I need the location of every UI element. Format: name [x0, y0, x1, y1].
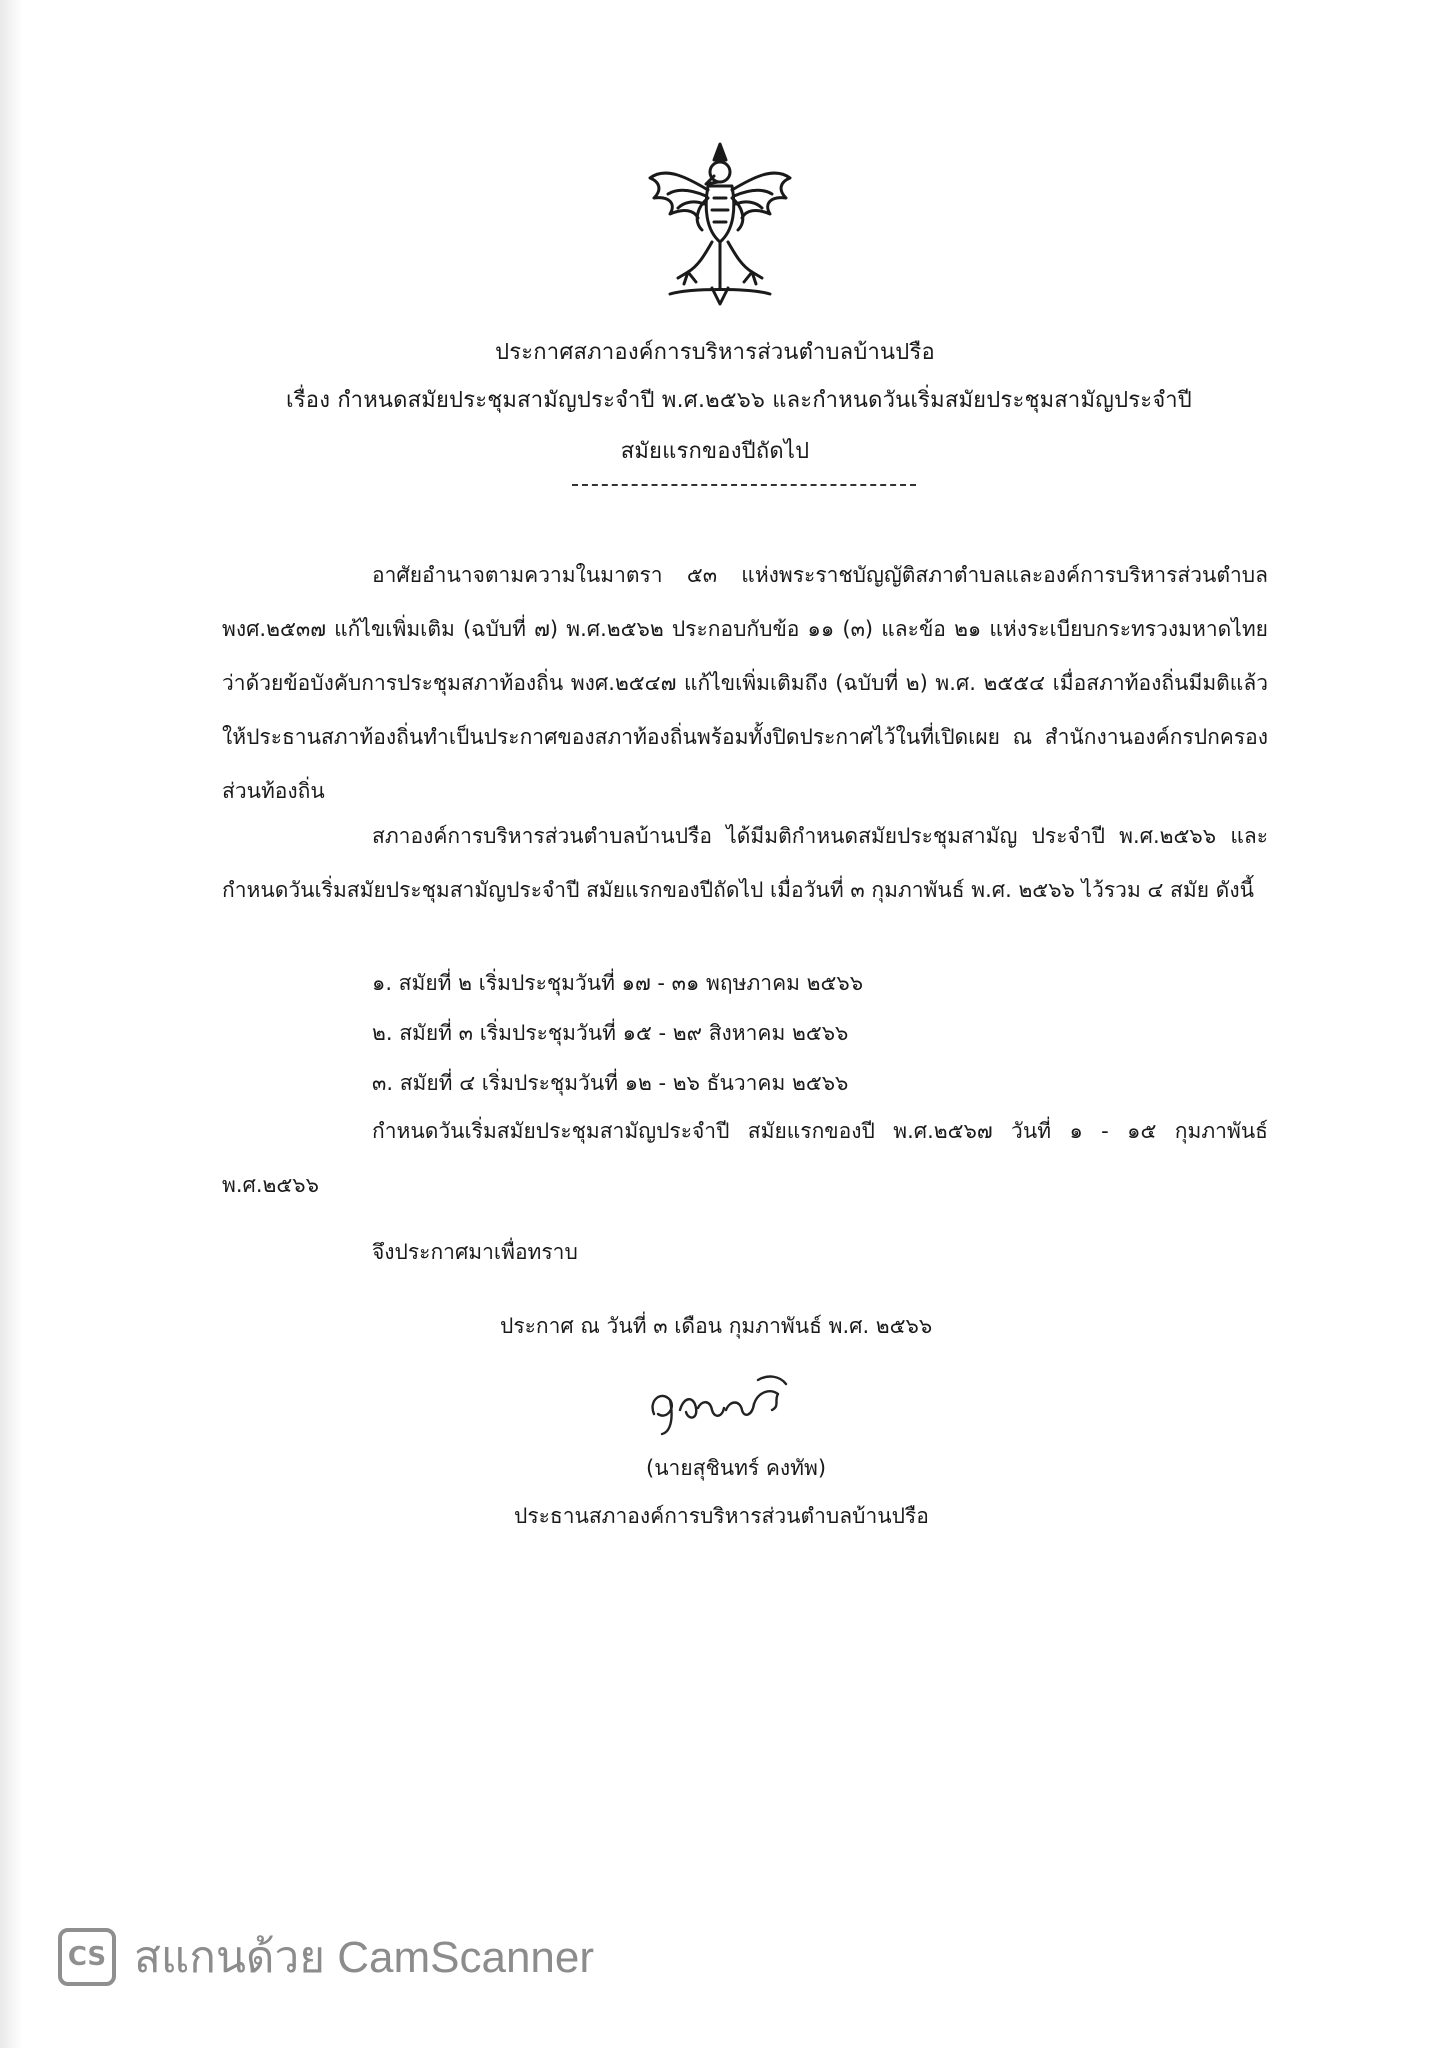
camscanner-logo-icon: CS — [58, 1928, 116, 1986]
closing-line: จึงประกาศมาเพื่อทราบ — [372, 1240, 578, 1264]
session-item-1: ๑. สมัยที่ ๒ เริ่มประชุมวันที่ ๑๗ - ๓๑ พฤษภาคม ๒๕๖๖ — [372, 971, 864, 995]
announcement-title: ประกาศสภาองค์การบริหารส่วนตำบลบ้านปรือ — [495, 340, 935, 365]
camscanner-text: สแกนด้วย CamScanner — [134, 1933, 595, 1982]
announcement-subject-continued: สมัยแรกของปีถัดไป — [620, 439, 810, 464]
handwritten-signature — [640, 1370, 800, 1440]
body-paragraph-1: อาศัยอำนาจตามความในมาตรา ๕๓ แห่งพระราชบัญญัติสภาตำบลและองค์การบริหารส่วนตำบล พงศ.๒๕๓๗ แก้ไขเพิ่มเติม (ฉบับที่ ๗) พ.ศ.๒๕๖๒ ประกอบกับข้อ ๑๑ (๓) และข้อ ๒๑ แห่งระเบียบกระทรวงมหาดไทย ว่าด้วยข้อบังคับการประชุมสภาท้องถิ่น พงศ.๒๕๔๗ แก้ไขเพิ่มเติมถึง (ฉบับที่ ๒) พ.ศ. ๒๕๕๔ เมื่อสภาท้องถิ่นมีมติแล้วให้ประธานสภาท้องถิ่นทำเป็นประกาศของสภาท้องถิ่นพร้อมทั้งปิดประกาศไว้ในที่เปิดเผย ณ สำนักงานองค์กรปกครองส่วนท้องถิ่น — [222, 563, 1268, 803]
scan-shadow-edge — [0, 0, 22, 2048]
session-item-3: ๓. สมัยที่ ๔ เริ่มประชุมวันที่ ๑๒ - ๒๖ ธันวาคม ๒๕๖๖ — [372, 1071, 849, 1095]
dashed-divider — [572, 484, 916, 486]
session-item-2: ๒. สมัยที่ ๓ เริ่มประชุมวันที่ ๑๕ - ๒๙ สิงหาคม ๒๕๖๖ — [372, 1021, 849, 1045]
signer-title: ประธานสภาองค์การบริหารส่วนตำบลบ้านปรือ — [514, 1504, 929, 1528]
signer-name: (นายสุชินทร์ คงทัพ) — [646, 1456, 827, 1480]
body-paragraph-3: กำหนดวันเริ่มสมัยประชุมสามัญประจำปี สมัยแรกของปี พ.ศ.๒๕๖๗ วันที่ ๑ - ๑๕ กุมภาพันธ์ พ.ศ.๒๕๖๖ — [222, 1119, 1268, 1197]
announcement-date: ประกาศ ณ วันที่ ๓ เดือน กุมภาพันธ์ พ.ศ. ๒๕๖๖ — [500, 1314, 933, 1338]
garuda-emblem-icon — [640, 138, 800, 310]
announcement-subject: เรื่อง กำหนดสมัยประชุมสามัญประจำปี พ.ศ.๒๕๖๖ และกำหนดวันเริ่มสมัยประชุมสามัญประจำปี — [286, 388, 1192, 413]
camscanner-watermark — [58, 1924, 594, 1990]
body-paragraph-2: สภาองค์การบริหารส่วนตำบลบ้านปรือ ได้มีมติกำหนดสมัยประชุมสามัญ ประจำปี พ.ศ.๒๕๖๖ และกำหนดวันเริ่มสมัยประชุมสามัญประจำปี สมัยแรกของปีถัดไป เมื่อวันที่ ๓ กุมภาพันธ์ พ.ศ. ๒๕๖๖ ไว้รวม ๔ สมัย ดังนี้ — [222, 824, 1268, 902]
